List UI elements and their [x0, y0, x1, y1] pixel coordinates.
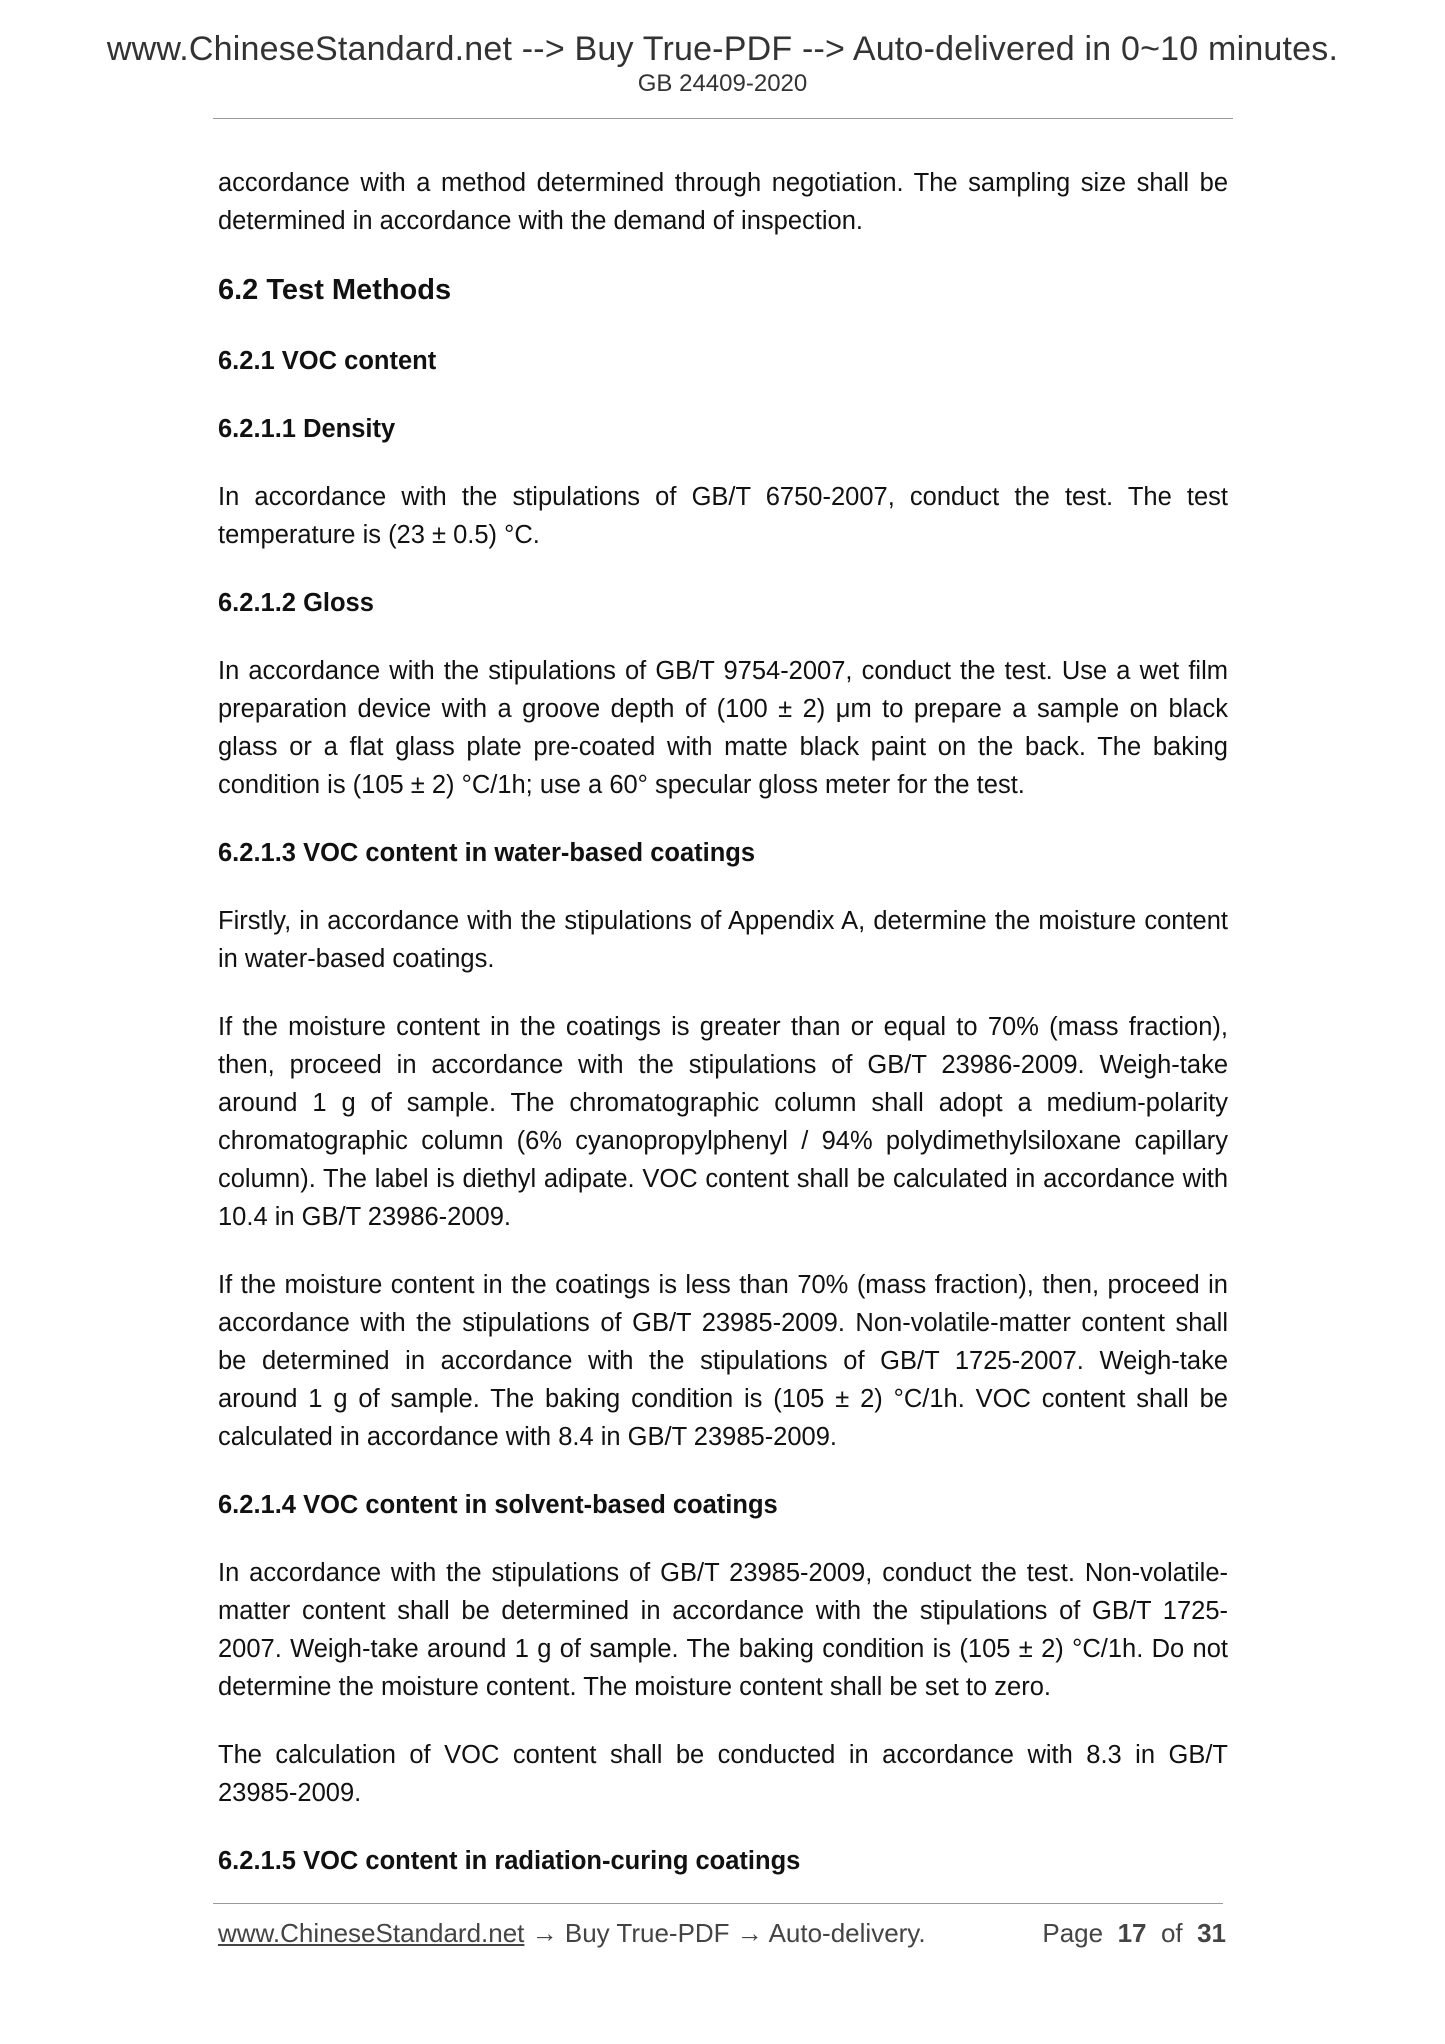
- section-heading-6-2-1-3: 6.2.1.3 VOC content in water-based coatings: [218, 839, 756, 867]
- footer-tagline: → Buy True-PDF → Auto-delivery.: [524, 1918, 926, 1948]
- section-heading-6-2-1-1: 6.2.1.1 Density: [218, 415, 396, 443]
- section-heading-6-2-1-2: 6.2.1.2 Gloss: [218, 589, 374, 617]
- page-total: 31: [1197, 1918, 1226, 1948]
- footer-left: [218, 1918, 926, 1949]
- water-paragraph-2: If the moisture content in the coatings is greater than or equal to 70% (mass fraction), then, proceed in accordance with the stipulations of GB/T 23986-2009. Weigh-take around 1 g of sample. The chromatographic column shall adopt a medium-polarity chromatographic column (6% cyanopropylphenyl / 94% polydimethylsiloxane capillary column). The label is diethyl adipate. VOC content shall be calculated in accordance with 10.4 in GB/T 23986-2009.: [218, 1013, 1228, 1231]
- document-body: [218, 164, 1228, 1910]
- section-heading-6-2-1: 6.2.1 VOC content: [218, 347, 437, 375]
- intro-paragraph: accordance with a method determined through negotiation. The sampling size shall be determined in accordance with the demand of inspection.: [218, 169, 1228, 235]
- solvent-paragraph-1: In accordance with the stipulations of GB/T 23985-2009, conduct the test. Non-volatile-matter content shall be determined in accordance with the stipulations of GB/T 1725-2007. Weigh-take around 1 g of sample. The baking condition is (105 ± 2) °C/1h. Do not determine the moisture content. The moisture content shall be set to zero.: [218, 1559, 1228, 1701]
- header-divider: [213, 118, 1233, 119]
- section-heading-6-2: 6.2 Test Methods: [218, 274, 452, 306]
- footer-divider: [213, 1903, 1223, 1904]
- of-word: of: [1160, 1918, 1183, 1948]
- section-heading-6-2-1-4: 6.2.1.4 VOC content in solvent-based coatings: [218, 1491, 778, 1519]
- page-word: Page: [1042, 1918, 1104, 1948]
- section-heading-6-2-1-5: 6.2.1.5 VOC content in radiation-curing coatings: [218, 1847, 801, 1875]
- water-paragraph-3: If the moisture content in the coatings is less than 70% (mass fraction), then, proceed in accordance with the stipulations of GB/T 23985-2009. Non-volatile-matter content shall be determined in accordance with the stipulations of GB/T 1725-2007. Weigh-take around 1 g of sample. The baking condition is (105 ± 2) °C/1h. VOC content shall be calculated in accordance with 8.4 in GB/T 23985-2009.: [218, 1271, 1228, 1451]
- site-link[interactable]: www.ChineseStandard.net: [218, 1918, 525, 1948]
- gloss-paragraph: In accordance with the stipulations of GB/T 9754-2007, conduct the test. Use a wet film preparation device with a groove depth of (100 ± 2) μm to prepare a sample on black glass or a flat glass plate pre-coated with matte black paint on the back. The baking condition is (105 ± 2) °C/1h; use a 60° specular gloss meter for the test.: [218, 657, 1228, 799]
- page-current: 17: [1117, 1918, 1147, 1948]
- site-banner: www.ChineseStandard.net --> Buy True-PDF --> Auto-delivered in 0~10 minutes.: [106, 30, 1339, 68]
- page-indicator: [1042, 1918, 1226, 1949]
- solvent-paragraph-2: The calculation of VOC content shall be conducted in accordance with 8.3 in GB/T 23985-2009.: [218, 1741, 1228, 1807]
- standard-number: GB 24409-2020: [637, 70, 808, 97]
- water-paragraph-1: Firstly, in accordance with the stipulations of Appendix A, determine the moisture content in water-based coatings.: [218, 907, 1228, 973]
- density-paragraph: In accordance with the stipulations of GB/T 6750-2007, conduct the test. The test temperature is (23 ± 0.5) °C.: [218, 483, 1228, 549]
